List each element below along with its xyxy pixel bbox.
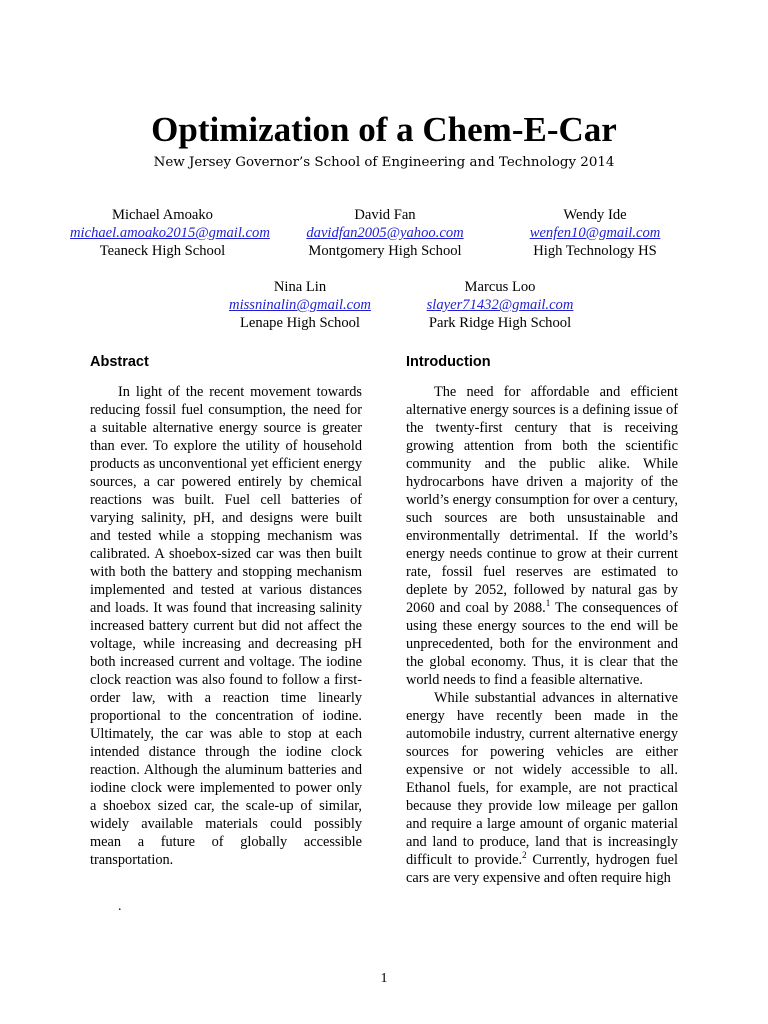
intro-paragraph-1 <box>406 383 678 689</box>
author-school: Lenape High School <box>240 315 360 331</box>
abstract-paragraph: In light of the recent movement towards reducing fossil fuel consumption, the need for a suitable alternative energy source is greater than ever. To explore the utility of household products as unconventional yet efficient energy sources, a car powered entirely by chemical reactions was built. Fuel cell batteries of varying salinity, pH, and designs were built and tested while a stopping mechanism was calibrated. A shoebox-sized car was then built with both the battery and stopping mechanism implemented and tested at various distances and loads. It was found that increasing salinity increased battery current but did not affect the voltage, while increasing and decreasing pH both increased current and voltage. The iodine clock reaction was also found to follow a first-order law, with a reaction time linearly proportional to the concentration of iodine. Ultimately, the car was able to stop at each intended distance through the iodine clock reaction. Although the aluminum batteries and iodine clock were implemented to power only a shoebox sized car, the scale-up of similar, widely available materials could possibly mean a future of globally accessible transportation. <box>90 384 362 868</box>
author-block <box>410 278 590 332</box>
paper-subtitle: New Jersey Governor’s School of Engineering and Technology 2014 <box>153 155 615 170</box>
citation-ref: 1 <box>545 598 551 609</box>
intro-text: While substantial advances in alternative energy have recently been made in the automobile industry, current alternative energy sources for powering vehicles are either expensive or not widely accessible to all. Ethanol fuels, for example, are not practical because they provide low mileage per gallon and require a large amount of organic material and land to produce, land that is increasingly difficult to provide. <box>406 690 678 868</box>
author-block <box>525 206 665 260</box>
author-block <box>70 206 270 260</box>
page-number: 1 <box>380 971 388 986</box>
author-name: Nina Lin <box>273 279 327 295</box>
intro-text: Currently, hydrogen fuel cars are very expensive and often require high <box>406 852 678 886</box>
intro-text: The need for affordable and efficient alternative energy sources is a defining issue of the twenty-first century that is receiving growing attention from both the scientific community and the public alike. While hydrocarbons have driven a majority of the world’s energy consumption for over a century, such sources are both unsustainable and environmentally detrimental. If the world’s energy needs continue to grow at their current rate, fossil fuel reserves are estimated to deplete by 2052, followed by natural gas by 2060 and coal by 2088. <box>406 384 678 616</box>
author-block <box>300 206 470 260</box>
intro-paragraph-2 <box>406 689 678 887</box>
author-email-link[interactable]: davidfan2005@yahoo.com <box>306 225 464 241</box>
author-email-link[interactable]: michael.amoako2015@gmail.com <box>70 225 270 241</box>
author-name: Wendy Ide <box>563 207 627 223</box>
author-school: Montgomery High School <box>308 243 462 259</box>
paper-title: Optimization of a Chem-E-Car <box>151 110 617 149</box>
author-name: David Fan <box>354 207 416 223</box>
author-name: Marcus Loo <box>464 279 536 295</box>
introduction-heading: Introduction <box>406 354 491 370</box>
author-school: High Technology HS <box>533 243 657 259</box>
trailing-dot: . <box>118 899 122 914</box>
intro-text: The consequences of using these energy sources to the end will be unprecedented, both for the environment and the global economy. Thus, it is clear that the world needs to find a feasible alternative. <box>406 600 679 688</box>
abstract-heading: Abstract <box>90 354 149 370</box>
author-block <box>220 278 380 332</box>
author-school: Teaneck High School <box>99 243 226 259</box>
author-school: Park Ridge High School <box>428 315 572 331</box>
abstract-column <box>90 383 362 869</box>
author-email-link[interactable]: missninalin@gmail.com <box>229 297 371 313</box>
author-email-link[interactable]: slayer71432@gmail.com <box>426 297 574 313</box>
citation-ref: 2 <box>522 850 527 861</box>
author-email-link[interactable]: wenfen10@gmail.com <box>529 225 661 241</box>
introduction-column <box>406 383 678 887</box>
author-name: Michael Amoako <box>112 207 213 223</box>
